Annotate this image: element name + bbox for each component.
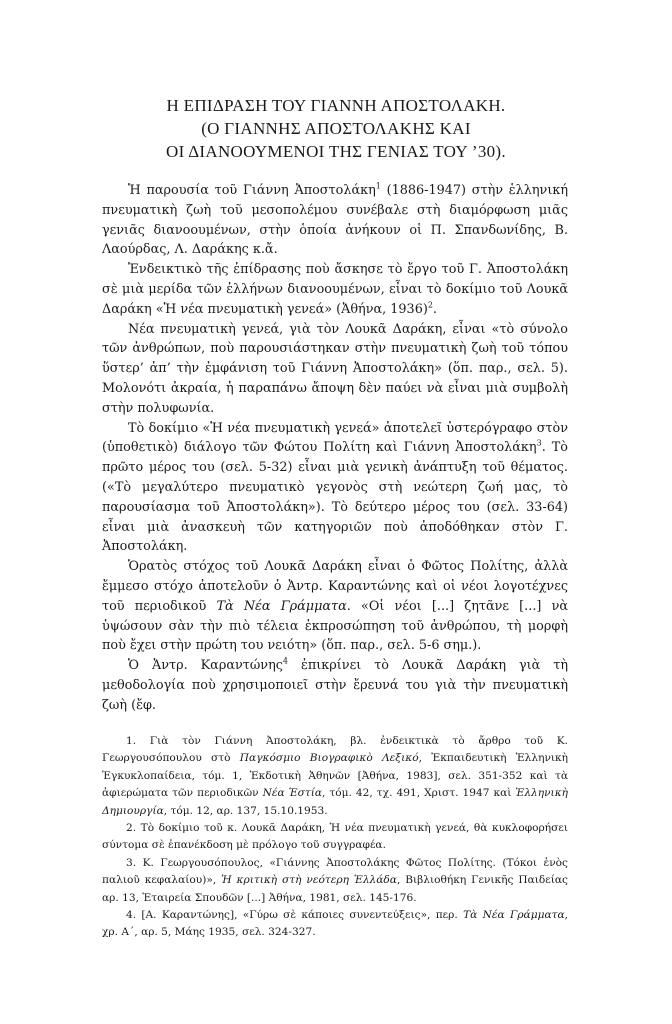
footnote-text: , Βιβλιοθήκη Γενικῆς Παιδείας αρ. 13, Ἑταιρεία Σπουδῶν [...] Ἀθήνα, 1981, σελ. 145-176.: [102, 874, 568, 904]
journal-title: Τὰ Νέα Γράμματα: [463, 909, 565, 922]
paragraph-text: Τὸ δοκίμιο «Ἡ νέα πνευματικὴ γενεά» ἀποτελεῖ ὑστερόγραφο στὸν (ὑποθετικὸ) διάλογο τῶν Φώτου Πολίτη καὶ Γιάννη Ἀποστολάκη: [102, 420, 568, 456]
article-title: [100, 94, 572, 163]
footnote-text: , τόμ. 12, αρ. 137, 15.10.1953.: [163, 804, 328, 817]
paragraph-4: [102, 419, 568, 558]
title-line-3: ΟΙ ΔΙΑΝΟΟΥΜΕΝΟΙ ΤΗΣ ΓΕΝΙΑΣ ΤΟΥ ’30).: [166, 142, 506, 161]
paragraph-1: [102, 181, 568, 260]
paragraph-text: . Τὸ πρῶτο μέρος του (σελ. 5-32) εἶναι μιὰ γενικὴ ἀνάπτυξη τοῦ θέματος. («Τὸ μεγαλύτερο πνευματικὸ γεγονὸς στὴ νεώτερη ζωή μας, τὸ παρουσίασμα τοῦ Ἀποστολάκη»). Τὸ δεύτερο μέρος του (σελ. 33-64) εἶναι μιὰ ἀνασκευὴ τῶν κατηγοριῶν ποὺ ἀποδόθηκαν στὸν Γ. Ἀποστολάκη.: [102, 440, 568, 555]
paragraph-text: Ἐνδεικτικὸ τῆς ἐπίδρασης ποὺ ἄσκησε τὸ ἔργο τοῦ Γ. Ἀποστολάκη σὲ μιὰ μερίδα τῶν ἑλλήνων διανοουμένων, εἶναι τὸ δοκίμιο τοῦ Λουκᾶ Δαράκη «Ἡ νέα πνευματικὴ γενεά» (Ἀθήνα, 1936): [102, 262, 568, 317]
article-body: [102, 181, 568, 716]
book-title: Ἡ κριτικὴ στὴ νεότερη Ἑλλάδα: [221, 874, 397, 887]
footnote-text: , Ἐκπαιδευτικὴ Ἑλληνικὴ Ἐγκυκλοπαίδεια, τόμ. 1, Ἐκδοτικὴ Ἀθηνῶν [Ἀθήνα, 1983], σελ. 351-352 καὶ τὰ ἀφιερώματα τῶν περιοδικῶν: [102, 752, 569, 800]
journal-title: Νέα Ἑστία: [262, 787, 323, 800]
paragraph-text: .: [432, 301, 437, 317]
journal-title: Ἑλληνικὴ Δημιουργία: [102, 787, 568, 817]
footnote-1: [102, 733, 568, 820]
journal-title: Τὰ Νέα Γράμματα: [216, 598, 347, 614]
footnote-text: 1. Γιὰ τὸν Γιάννη Ἀποστολάκη, βλ. ἐνδεικτικὰ τὸ ἄρθρο τοῦ Κ. Γεωργουσόπουλου στὸ: [102, 735, 568, 765]
footnote-ref-3: 3: [536, 439, 542, 449]
paragraph-2: [102, 260, 568, 319]
paragraph-5: [102, 557, 568, 656]
footnote-3: [102, 855, 568, 907]
paragraph-3: Νέα πνευματικὴ γενεά, γιὰ τὸν Λουκᾶ Δαράκη, εἶναι «τὸ σύνολο τῶν ἀνθρώπων, ποὺ παρουσιάστηκαν στὴν πνευματικὴ ζωὴ τοῦ τόπου ὕστερ’ ἀπ’ τὴν ἐμφάνιση τοῦ Γιάννη Ἀποστολάκη» (ὅπ. παρ., σελ. 5). Μολονότι ἀκραία, ἡ παραπάνω ἄποψη δὲν παύει νὰ εἶναι μιὰ συμβολὴ στὴν πολυφωνία.: [102, 321, 568, 416]
paragraph-text: (1886-1947) στὴν ἑλληνική πνευματικὴ ζωὴ τοῦ μεσοπολέμου συνέβαλε στὴ διαμόρφωση μιᾶς γενιᾶς διανοουμένων, στὴν ὁποία ἀνήκουν οἱ Π. Σπανδωνίδης, Β. Λαούρδας, Λ. Δαράκης κ.ἄ.: [102, 183, 568, 258]
footnote-text: 3. Κ. Γεωργουσόπουλος, «Γιάννης Ἀποστολάκης Φῶτος Πολίτης. (Τόκοι ἑνὸς παλιοῦ κεφαλαίου)»,: [102, 856, 568, 887]
footnote-text: , χρ. Α΄, αρ. 5, Μάης 1935, σελ. 324-327.: [102, 909, 569, 939]
footnote-4: [102, 907, 568, 942]
footnote-ref-4: 4: [282, 656, 288, 666]
title-line-2: (Ο ΓΙΑΝΝΗΣ ΑΠΟΣΤΟΛΑΚΗΣ ΚΑΙ: [201, 119, 471, 138]
paragraph-6: [102, 656, 568, 715]
book-title: Παγκόσμιο Βιογραφικὸ Λεξικό: [239, 752, 419, 765]
footnote-text: , τόμ. 42, τχ. 491, Χριστ. 1947 καὶ: [322, 787, 516, 800]
title-line-1: Η ΕΠΙΔΡΑΣΗ ΤΟΥ ΓΙΑΝΝΗ ΑΠΟΣΤΟΛΑΚΗ.: [166, 96, 506, 115]
footnote-2: 2. Τὸ δοκίμιο τοῦ κ. Λουκᾶ Δαράκη, Ἡ νέα πνευματικὴ γενεά, θὰ κυκλοφορήσει σύντομα σὲ ἐπανέκδοση μὲ πρόλογο τοῦ συγγραφέα.: [102, 822, 568, 852]
paragraph-text: . «Οἱ νέοι [...] ζητᾶνε [...] νὰ ὑψώσουν σὰν τὴν πιὸ τέλεια ἐκπροσώπηση τοῦ ἀνθρώπου, τὴ μορφὴ ποὺ ἔχει στὴν πρώτη του νειότη» (ὅπ. παρ., σελ. 5-6 σημ.).: [102, 598, 568, 654]
paragraph-text: Ὁρατὸς στόχος τοῦ Λουκᾶ Δαράκη εἶναι ὁ Φῶτος Πολίτης, ἀλλὰ ἔμμεσο στόχο ἀποτελοῦν ὁ Ἀντρ. Καραντώνης καὶ οἱ νέοι λογοτέχνες τοῦ περιοδικοῦ: [102, 559, 568, 614]
footnotes: [102, 733, 568, 942]
footnote-ref-2: 2: [427, 300, 433, 310]
paragraph-text: ἐπικρίνει τὸ Λουκᾶ Δαράκη γιὰ τὴ μεθοδολογία ποὺ χρησιμοποιεῖ στὴν ἔρευνά του γιὰ τὴν πνευματικὴ ζωὴ (ἔφ.: [102, 658, 568, 713]
paragraph-text: Ἡ παρουσία τοῦ Γιάννη Ἀποστολάκη: [128, 183, 376, 198]
footnote-text: 4. [Α. Καραντώνης], «Γύρω σὲ κάποιες συνεντεύξεις», περ.: [126, 909, 464, 922]
footnote-ref-1: 1: [375, 181, 381, 191]
paragraph-text: Ὁ Ἀντρ. Καραντώνης: [128, 658, 283, 674]
